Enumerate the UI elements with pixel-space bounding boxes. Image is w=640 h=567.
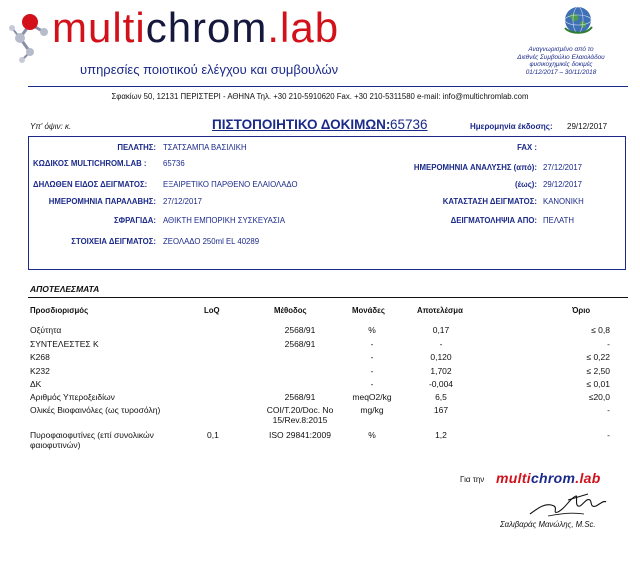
result-cell-text: -0,004 — [428, 379, 454, 389]
result-cell-text: K268 — [30, 352, 50, 362]
result-cell-text: - — [607, 405, 610, 415]
result-cell-limit — [586, 352, 610, 362]
result-cell-text: K232 — [30, 366, 50, 376]
result-cell-result — [381, 352, 501, 362]
result-cell-name — [30, 339, 99, 349]
col-header-parameter: Προσδιορισμός — [30, 306, 89, 315]
result-cell-text: - — [607, 339, 610, 349]
lab-code-value: 65736 — [163, 159, 185, 168]
result-cell-text: - — [370, 379, 374, 389]
results-divider — [28, 297, 628, 298]
result-cell-text: - — [370, 366, 374, 376]
result-cell-text-line2: 15/Rev.8:2015 — [272, 415, 328, 425]
result-cell-name — [30, 430, 154, 450]
footer-brand-part-2: chrom — [530, 470, 576, 486]
result-cell-text: - — [370, 352, 374, 362]
accreditation-line-4: 01/12/2017 – 30/11/2018 — [525, 68, 597, 76]
brand-part-2: chrom — [145, 4, 268, 51]
footer-brand-logo — [496, 470, 601, 486]
accreditation-note — [492, 46, 630, 76]
result-cell-result — [381, 379, 501, 389]
result-cell-text: % — [368, 430, 376, 440]
brand-part-1: multi — [52, 4, 146, 51]
result-cell-text: ISO 29841:2009 — [269, 430, 331, 440]
col-header-limit: Όριο — [572, 306, 591, 315]
analysis-from-label: ΗΜΕΡΟΜΗΝΙΑ ΑΝΑΛΥΣΗΣ (από): — [413, 163, 537, 172]
sample-state-value: ΚΑΝΟΝΙΚΗ — [543, 197, 584, 206]
col-header-unit: Μονάδες — [352, 306, 385, 315]
client-label: ΠΕΛΑΤΗΣ: — [117, 143, 156, 152]
result-cell-text: Αριθμός Υπεροξειδίων — [30, 392, 115, 402]
result-cell-text: meqO2/kg — [352, 392, 392, 402]
lab-code-label: ΚΩΔΙΚΟΣ MULTICHROM.LAB : — [33, 159, 147, 168]
result-cell-text: 6,5 — [435, 392, 447, 402]
result-cell-text: 0,120 — [430, 352, 452, 362]
col-header-loq: LoQ — [204, 306, 220, 315]
accreditation-line-3: φυσικοχημικές δοκιμές — [529, 61, 593, 68]
sample-details-label: ΣΤΟΙΧΕΙΑ ΔΕΙΓΜΑΤΟΣ: — [71, 237, 156, 246]
result-cell-result — [381, 430, 501, 440]
result-cell-limit — [607, 430, 610, 440]
result-cell-text: 0,17 — [432, 325, 450, 335]
result-cell-limit — [591, 325, 610, 335]
result-cell-result — [381, 405, 501, 415]
result-cell-name — [30, 405, 160, 415]
result-cell-result — [381, 325, 501, 335]
result-cell-text: % — [368, 325, 376, 335]
result-cell-limit — [586, 366, 610, 376]
result-cell-text: 167 — [433, 405, 449, 415]
result-cell-loq — [207, 430, 219, 440]
result-cell-text: ≤ 0,8 — [591, 325, 610, 335]
result-cell-text: ≤ 0,22 — [586, 352, 610, 362]
issue-date: 29/12/2017 — [567, 122, 608, 131]
contact-line: Σφακίων 50, 12131 ΠΕΡΙΣΤΕΡΙ - ΑΘΗΝΑ Τηλ. +30 210-5910620 Fax. +30 210-5311580 e-mail: info@multichromlab.com — [111, 92, 529, 101]
result-cell-text: 2568/91 — [284, 325, 316, 335]
result-cell-text: ≤20,0 — [588, 392, 610, 402]
result-cell-text: COI/T.20/Doc. No — [266, 405, 334, 415]
certificate-title: ΠΙΣΤΟΠΟΙΗΤΙΚΟ ΔΟΚΙΜΩΝ: — [212, 117, 391, 132]
signer-name: Σαλιβαράς Μανώλης, M.Sc. — [500, 520, 596, 529]
analysis-from-value: 27/12/2017 — [543, 163, 583, 172]
result-cell-result — [381, 339, 501, 349]
brand-part-3: .lab — [267, 4, 340, 51]
seal-label: ΣΦΡΑΓΙΔΑ: — [113, 216, 156, 225]
result-cell-text: Οξύτητα — [30, 325, 62, 335]
sample-state-label: ΚΑΤΑΣΤΑΣΗ ΔΕΙΓΜΑΤΟΣ: — [442, 197, 537, 206]
result-cell-name — [30, 352, 50, 362]
footer-brand-part-1: multi — [496, 470, 531, 486]
issue-date-label: Ημερομηνία έκδοσης: — [470, 122, 553, 131]
fax-label: FAX : — [517, 143, 537, 152]
footer-brand-part-3: .lab — [575, 470, 601, 486]
result-cell-text: ΣΥΝΤΕΛΕΣΤΕΣ Κ — [30, 339, 99, 349]
client-value: ΤΣΑΤΣΑΜΠΑ ΒΑΣΙΛΙΚΗ — [163, 143, 247, 152]
received-date-label: ΗΜΕΡΟΜΗΝΙΑ ΠΑΡΑΛΑΒΗΣ: — [48, 197, 156, 206]
result-cell-name — [30, 366, 50, 376]
accreditation-line-1: Αναγνωρισμένο από το — [528, 46, 594, 53]
analysis-to-label: (έως): — [515, 180, 537, 189]
handwritten-signature — [528, 490, 608, 520]
result-cell-text: mg/kg — [360, 405, 384, 415]
results-title: ΑΠΟΤΕΛΕΣΜΑΤΑ — [30, 284, 100, 294]
result-cell-text: 2568/91 — [284, 339, 316, 349]
result-cell-result — [381, 392, 501, 402]
tagline: υπηρεσίες ποιοτικού ελέγχου και συμβουλών — [80, 62, 339, 77]
result-cell-text: Ολικές Βιοφαινόλες (ως τυροσόλη) — [30, 405, 161, 415]
result-cell-text: - — [607, 430, 610, 440]
col-header-result: Αποτελέσμα — [417, 306, 463, 315]
brand-logo — [52, 4, 339, 52]
result-cell-text: 0,1 — [207, 430, 219, 440]
declared-type-value: ΕΞΑΙΡΕΤΙΚΟ ΠΑΡΘΕΝΟ ΕΛΑΙΟΛΑΔΟ — [163, 180, 298, 189]
header-divider — [28, 86, 628, 87]
result-cell-text: Πυροφαιοφυτίνες (επί συνολικών — [30, 430, 154, 440]
col-header-method: Μέθοδος — [274, 306, 307, 315]
result-cell-result — [381, 366, 501, 376]
result-cell-text: 2568/91 — [284, 392, 316, 402]
result-cell-text: ≤ 2,50 — [586, 366, 610, 376]
sample-details-value: ΖΕΟΛΑΔΟ 250ml EL 40289 — [163, 237, 260, 246]
result-cell-name — [30, 379, 41, 389]
result-cell-text: - — [439, 339, 443, 349]
result-cell-text: 1,2 — [435, 430, 447, 440]
result-cell-text: - — [370, 339, 374, 349]
result-cell-name — [30, 325, 61, 335]
sampling-by-value: ΠΕΛΑΤΗ — [543, 216, 575, 225]
certificate-number: 65736 — [390, 117, 428, 132]
seal-value: ΑΘΙΚΤΗ ΕΜΠΟΡΙΚΗ ΣΥΣΚΕΥΑΣΙΑ — [163, 216, 286, 225]
molecule-icon — [8, 8, 54, 64]
result-cell-name — [30, 392, 115, 402]
result-cell-limit — [607, 339, 610, 349]
declared-type-label: ΔΗΛΩΘΕΝ ΕΙΔΟΣ ΔΕΙΓΜΑΤΟΣ: — [33, 180, 148, 189]
result-cell-text: ΔΚ — [30, 379, 42, 389]
sampling-by-label: ΔΕΙΓΜΑΤΟΛΗΨΙΑ ΑΠΟ: — [450, 216, 537, 225]
signature-for-label: Για την — [460, 475, 485, 484]
result-cell-text: 1,702 — [430, 366, 452, 376]
accreditation-line-2: Διεθνές Συμβούλιο Ελαιολάδου — [517, 53, 605, 61]
result-cell-limit — [607, 405, 610, 415]
result-cell-limit — [586, 379, 610, 389]
attention-label: Υπ' όψιν: κ. — [30, 122, 72, 131]
analysis-to-value: 29/12/2017 — [543, 180, 583, 189]
result-cell-text: ≤ 0,01 — [586, 379, 610, 389]
received-date-value: 27/12/2017 — [163, 197, 203, 206]
globe-icon — [562, 4, 594, 36]
result-cell-text-line2: φαιοφυτινών) — [30, 440, 81, 450]
result-cell-limit — [589, 392, 610, 402]
